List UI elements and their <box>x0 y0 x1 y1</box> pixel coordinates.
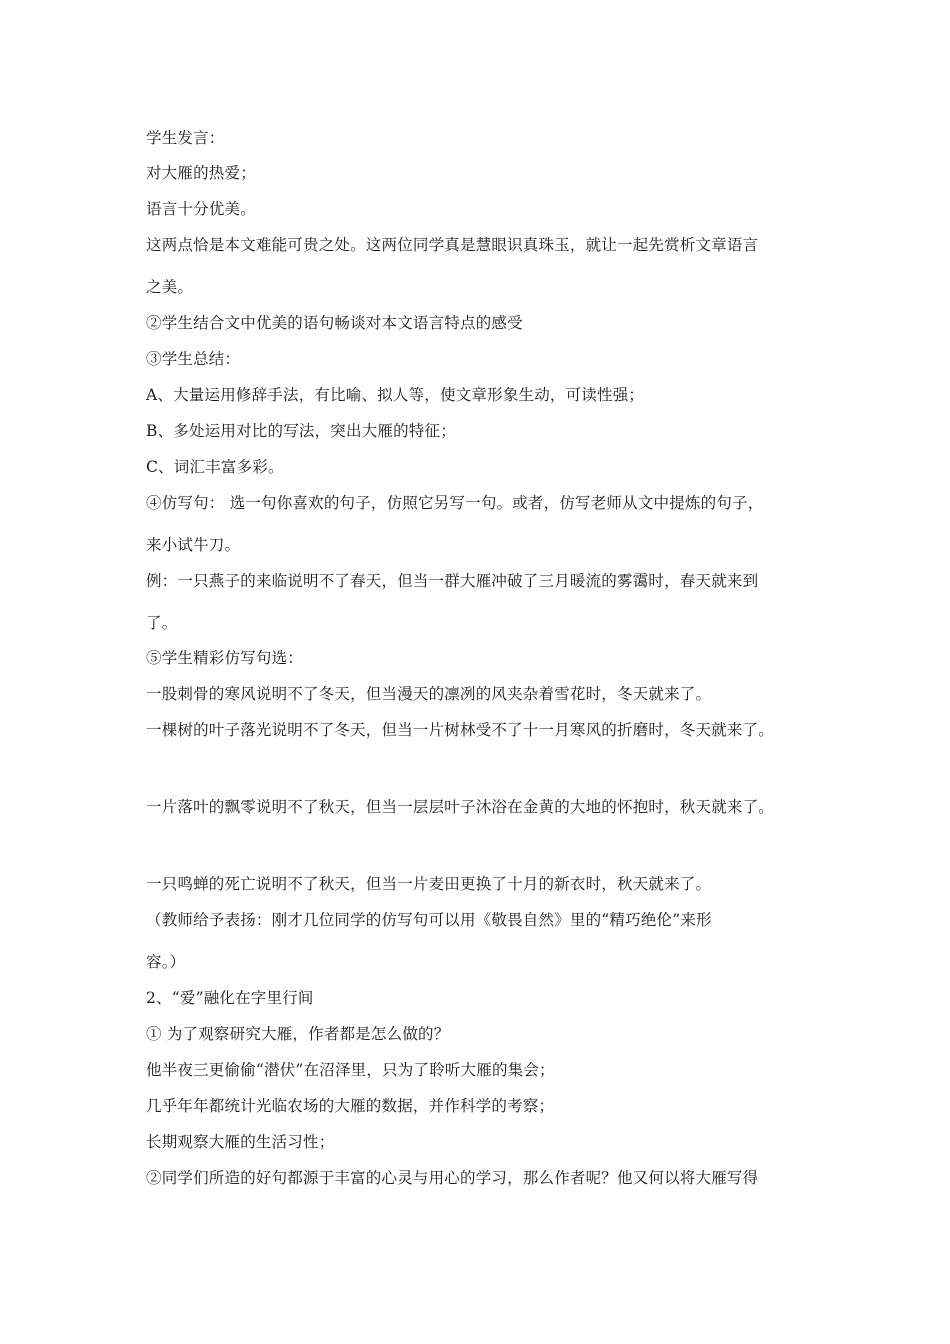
text-line: 一片落叶的飘零说明不了秋天，但当一层层叶子沐浴在金黄的大地的怀抱时，秋天就来了。 <box>146 798 775 816</box>
text-line: 容。） <box>146 953 186 971</box>
text-line: C、词汇丰富多彩。 <box>146 458 284 476</box>
text-line: ③学生总结： <box>146 350 241 368</box>
text-line: 学生发言： <box>146 129 225 147</box>
text-line: ④仿写句： 选一句你喜欢的句子，仿照它另写一句。或者，仿写老师从文中提炼的句子， <box>146 494 764 512</box>
text-line: 对大雁的热爱； <box>146 164 256 182</box>
text-line: ⑤学生精彩仿写句选： <box>146 649 304 667</box>
text-line: 2、“爱”融化在字里行间 <box>146 989 314 1007</box>
text-line: A、大量运用修辞手法，有比喻、拟人等，使文章形象生动，可读性强； <box>146 386 645 404</box>
text-line: 了。 <box>146 614 178 632</box>
text-line: ②同学们所造的好句都源于丰富的心灵与用心的学习，那么作者呢？他又何以将大雁写得 <box>146 1169 759 1187</box>
text-line: 语言十分优美。 <box>146 200 256 218</box>
text-line: 几乎年年都统计光临农场的大雁的数据，并作科学的考察； <box>146 1097 555 1115</box>
text-line: 之美。 <box>146 278 194 296</box>
text-line: 一股刺骨的寒风说明不了冬天，但当漫天的凛冽的风夹杂着雪花时，冬天就来了。 <box>146 685 712 703</box>
text-line: 长期观察大雁的生活习性； <box>146 1133 335 1151</box>
text-line: 来小试牛刀。 <box>146 536 241 554</box>
text-line: 一棵树的叶子落光说明不了冬天，但当一片树林受不了十一月寒风的折磨时，冬天就来了。 <box>146 721 775 739</box>
text-line: 这两点恰是本文难能可贵之处。这两位同学真是慧眼识真珠玉，就让一起先赏析文章语言 <box>146 236 759 254</box>
text-line: 例：一只燕子的来临说明不了春天，但当一群大雁冲破了三月暖流的雾霭时，春天就来到 <box>146 572 759 590</box>
text-line: 一只鸣蝉的死亡说明不了秋天，但当一片麦田更换了十月的新衣时，秋天就来了。 <box>146 875 712 893</box>
text-line: ②学生结合文中优美的语句畅谈对本文语言特点的感受 <box>146 314 523 332</box>
text-line: ① 为了观察研究大雁，作者都是怎么做的？ <box>146 1025 450 1043</box>
text-line: 他半夜三更偷偷“潜伏”在沼泽里，只为了聆听大雁的集会； <box>146 1061 555 1079</box>
text-line: B、多处运用对比的写法，突出大雁的特征； <box>146 422 456 440</box>
text-line: （教师给予表扬：刚才几位同学的仿写句可以用《敬畏自然》里的“精巧绝伦”来形 <box>146 911 712 929</box>
